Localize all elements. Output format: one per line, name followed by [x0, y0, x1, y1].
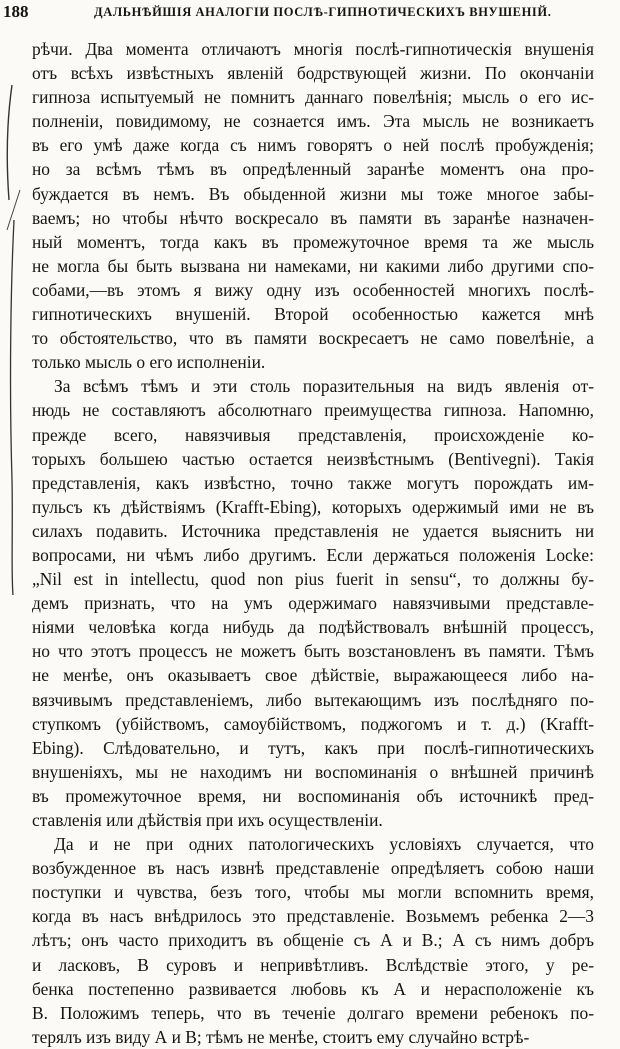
text-line: Ebing). Слѣдовательно, и тутъ, какъ при послѣ-гипнотическихъ	[32, 737, 594, 758]
text-line: но за всѣмъ тѣмъ въ опредѣленный заранѣе моментъ она про-	[32, 159, 594, 180]
text-line: пульсъ къ дѣйствіямъ (Krafft-Ebing), которыхъ одержимый ими не въ	[32, 496, 594, 517]
text-line: ніями человѣка когда нибудь да подѣйствовалъ внѣшній процессъ,	[32, 617, 594, 638]
text-line: гипнотическихъ внушеній. Второй особенностью кажется мнѣ	[32, 304, 594, 325]
text-line: то обстоятельство, что въ памяти воскресаетъ не само повелѣніе, а	[32, 328, 594, 349]
text-line: силахъ подавить. Источника представленія не удается выяснить ни	[32, 520, 594, 541]
body-text	[32, 37, 594, 1049]
text-line: не менѣе, онъ оказываетъ свое дѣйствіе, выражающееся либо на-	[32, 665, 594, 686]
text-line: вязчивымъ представленіемъ, либо вытекающимъ изъ послѣдняго по-	[32, 689, 594, 710]
text-line: отъ всѣхъ извѣстныхъ явленій бодрствующей жизни. По окончаніи	[32, 63, 594, 84]
running-head: ДАЛЬНѢЙШІЯ АНАЛОГІИ ПОСЛѢ-ГИПНОТИЧЕСКИХЪ ВНУШЕНІЙ.	[94, 5, 552, 19]
text-line: полненіи, повидимому, не сознается имъ. Эта мысль не возникаетъ	[32, 111, 594, 132]
text-line: когда въ насъ внѣдрилось это представленіе. Возьмемъ ребенка 2—3	[32, 906, 594, 927]
margin-pencil-mark	[0, 80, 30, 600]
text-line: демъ признать, что на умъ одержимаго навязчивыми представле-	[32, 593, 594, 614]
text-line: ваемъ; но чтобы нѣчто воскресало въ памяти въ заранѣе назначен-	[32, 207, 594, 228]
paragraph	[32, 832, 594, 1049]
text-line: въ промежуточное время, ни воспоминанія объ источникѣ пред-	[32, 785, 594, 806]
text-line: но что этотъ процессъ не можетъ быть возстановленъ въ памяти. Тѣмъ	[32, 641, 594, 662]
text-line: гипноза испытуемый не помнитъ даннаго повелѣнія; мысль о его ис-	[32, 87, 594, 108]
page-header	[0, 0, 620, 30]
text-line: ставленія или дѣйствія при ихъ осуществленіи.	[32, 810, 383, 830]
text-line: ный моментъ, тогда какъ въ промежуточное время та же мысль	[32, 231, 594, 252]
text-line: рѣчи. Два момента отличаютъ многія послѣ-гипнотическія внушенія	[32, 39, 594, 59]
text-line: ступкомъ (убійствомъ, самоубійствомъ, поджогомъ и т. д.) (Krafft-	[32, 713, 594, 734]
paragraph	[32, 374, 594, 832]
text-line: За всѣмъ тѣмъ и эти столь поразительныя на видъ явленія от-	[54, 376, 594, 397]
text-line: представленія, какъ извѣстно, точно также могутъ порождать им-	[32, 472, 594, 493]
text-line: поступки и чувства, безъ того, чтобы мы могли вспомнить время,	[32, 882, 594, 903]
text-line: буждается въ немъ. Въ обыденной жизни мы тоже многое забы-	[32, 183, 594, 204]
text-line: прежде всего, навязчивыя представленія, происхожденіе ко-	[32, 424, 594, 445]
text-line: терялъ изъ виду А и В; тѣмъ не менѣе, стоитъ ему случайно встрѣ-	[32, 1026, 530, 1047]
text-line: только мысль о его исполненіи.	[32, 352, 266, 373]
text-line: собами,—въ этомъ я вижу одну изъ особенностей многихъ послѣ-	[32, 279, 594, 300]
text-line: торыхъ большею частью остается неизвѣстнымъ (Bentivegni). Такія	[32, 448, 594, 469]
text-line: вопросами, ни чѣмъ либо другимъ. Если держаться положенія Locke:	[32, 544, 594, 565]
text-line: Да и не при одних патологическихъ условіяхъ случается, что	[54, 834, 594, 855]
text-line: бенка постепенно развивается любовь къ А и нерасположеніе къ	[32, 978, 594, 999]
text-line: „Nil est in intellectu, quod non pius fuerit in sensu“, то должны бу-	[32, 569, 594, 590]
text-line: внушеніяхъ, мы не находимъ ни воспоминанія о внѣшней причинѣ	[32, 761, 594, 782]
text-line: лѣтъ; онъ часто приходитъ въ общеніе съ А и В.; А съ нимъ добръ	[32, 930, 594, 951]
text-line: и ласковъ, В суровъ и непривѣтливъ. Вслѣдствіе этого, у ре-	[32, 954, 594, 975]
text-line: не могла бы быть вызвана ни намеками, ни какими либо другими спо-	[32, 255, 594, 276]
paragraph	[32, 37, 594, 374]
text-line: В. Положимъ теперь, что въ теченіе долгаго времени ребенокъ по-	[32, 1002, 594, 1023]
text-line: нюдь не составляютъ абсолютнаго преимущества гипноза. Напомню,	[32, 400, 594, 421]
text-line: въ его умѣ даже когда съ нимъ говорятъ о ней послѣ пробужденія;	[32, 135, 594, 156]
text-line: возбужденное въ насъ извнѣ представленіе опредѣляетъ собою наши	[32, 858, 594, 879]
page-number: 188	[3, 2, 29, 21]
